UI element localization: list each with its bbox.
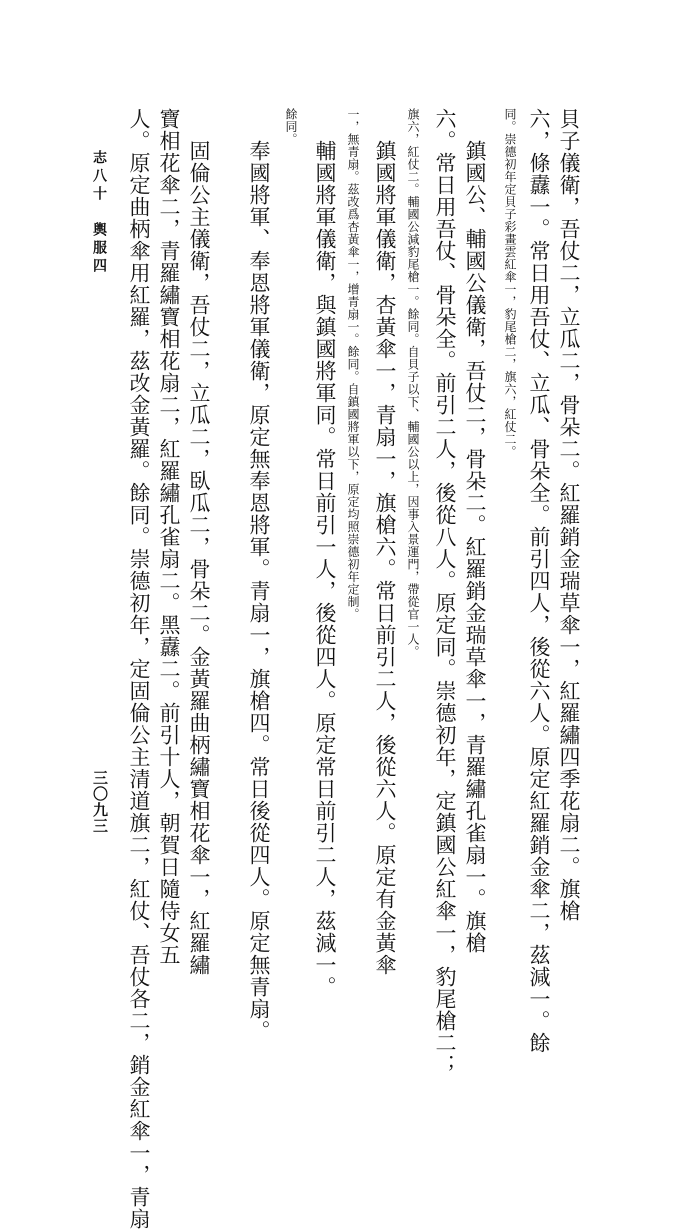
text-line-5: 六。常日用吾仗、骨朵全。前引二人，後從八人。原定同。崇德初年，定鎮國公紅傘一，豹尾槍二； <box>433 108 457 1076</box>
text-line-7: 鎮國將軍儀衛，杏黃傘一，青扇一，旗槍六。常日前引二人，後從六人。原定有金黃傘 <box>373 140 397 976</box>
text-line-14: 人。原定曲柄傘用紅羅，茲改金黃羅。餘同。崇德初年，定固倫公主清道旗二，紅仗、吾仗各二，銷金紅傘一，青扇 <box>127 108 151 1230</box>
text-line-3: 同。崇德初年定貝子彩畫雲紅傘一，豹尾槍二，旗六，紅仗二。 <box>503 108 517 458</box>
text-line-2: 六，條纛一。常日用吾仗、立瓜、骨朵全。前引四人，後從六人。原定紅羅銷金傘二，茲減一。餘 <box>527 108 551 1054</box>
text-line-12: 固倫公主儀衛，吾仗二，立瓜二，臥瓜二，骨朵二。金黃羅曲柄繡寶相花傘一，紅羅繡 <box>187 140 211 976</box>
page-number: 三〇九三 <box>91 770 109 834</box>
running-header: 志八十 輿服四 <box>91 150 107 276</box>
text-line-13: 寶相花傘二，青羅繡寶相花扇二，紅羅繡孔雀扇二。黑纛二。前引十人，朝賀日隨侍女五 <box>157 108 181 966</box>
text-line-6: 旗六，紅仗二。輔國公減豹尾槍一。餘同。自貝子以下、輔國公以上，因事入景運門，帶從官一人。 <box>406 108 420 658</box>
text-line-4: 鎮國公、輔國公儀衛，吾仗二，骨朵二。紅羅銷金瑞草傘一，青羅繡孔雀扇一。旗槍 <box>463 140 487 954</box>
text-line-10: 餘同。 <box>284 108 298 146</box>
text-line-1: 貝子儀衛，吾仗二，立瓜二，骨朵二。紅羅銷金瑞草傘一，紅羅繡四季花扇二。旗槍 <box>557 108 581 922</box>
text-line-9: 輔國將軍儀衛，與鎮國將軍同。常日前引一人，後從四人。原定常日前引二人，茲減一。 <box>313 140 337 998</box>
text-line-8: 一，無青扇。茲改爲杏黃傘一，增青扇一。餘同。自鎮國將軍以下，原定均照崇德初年定制。 <box>346 108 360 621</box>
text-line-11: 奉國將軍、奉恩將軍儀衛，原定無奉恩將軍。青扇一，旗槍四。常日後從四人。原定無青扇。 <box>247 140 271 1042</box>
